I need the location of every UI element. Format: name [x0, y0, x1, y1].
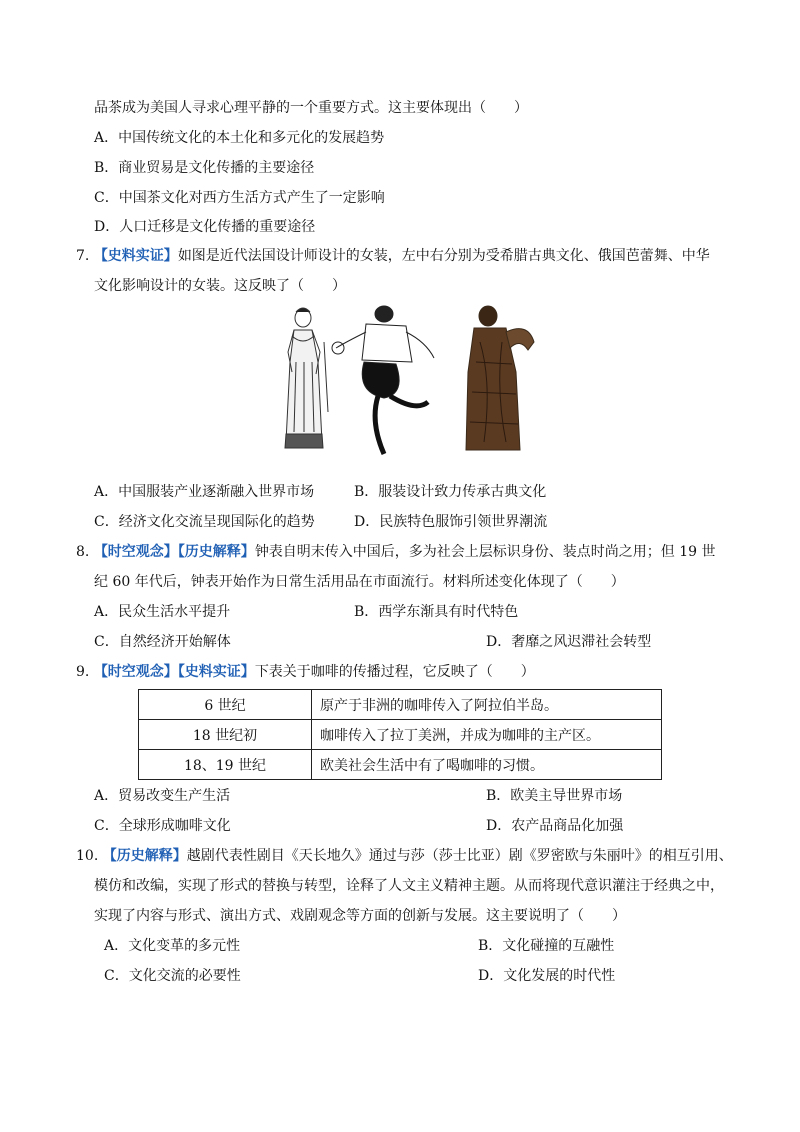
q8-option-a: A．民众生活水平提升 — [94, 604, 231, 620]
q8-option-c: C．自然经济开始解体 — [94, 634, 231, 650]
table-cell-event: 原产于非洲的咖啡传入了阿拉伯半岛。 — [312, 690, 662, 720]
q10-option-b: B．文化碰撞的互融性 — [478, 938, 615, 954]
q9-option-d: D．农产品商品化加强 — [486, 818, 624, 834]
fashion-drawings-image — [266, 302, 544, 460]
q8-stem-line2: 纪 60 年代后，钟表开始作为日常生活用品在市面流行。材料所述变化体现了（ ） — [94, 574, 625, 590]
q7-option-d: D．民族特色服饰引领世界潮流 — [354, 514, 548, 530]
q7-tag: 【史料实证】 — [93, 248, 178, 264]
coffee-spread-table — [138, 689, 662, 780]
table-cell-event: 欧美社会生活中有了喝咖啡的习惯。 — [312, 750, 662, 780]
q6-option-b: B．商业贸易是文化传播的主要途径 — [94, 160, 315, 176]
q8-stem1: 钟表自明末传入中国后，多为社会上层标识身份、装点时尚之用；但 19 世 — [254, 544, 716, 560]
q10-option-d: D．文化发展的时代性 — [478, 968, 616, 984]
q10-number: 10. — [76, 848, 99, 864]
q9-option-a: A．贸易改变生产生活 — [94, 788, 231, 804]
q7-stem-line1 — [76, 246, 710, 266]
ballet-style-dress-figure — [332, 306, 434, 454]
fashion-illustration — [266, 302, 544, 460]
q8-option-b: B．西学东渐具有时代特色 — [354, 604, 519, 620]
q7-stem1: 如图是近代法国设计师设计的女装，左中右分别为受希腊古典文化、俄国芭蕾舞、中华 — [177, 248, 710, 264]
q10-tag: 【历史解释】 — [102, 848, 187, 864]
q10-option-c: C．文化交流的必要性 — [104, 968, 241, 984]
table-cell-period: 6 世纪 — [139, 690, 312, 720]
table-row — [139, 720, 662, 750]
q8-tag-1: 【时空观念】 — [93, 544, 178, 560]
q7-option-b: B．服装设计致力传承古典文化 — [354, 484, 547, 500]
q6-stem: 品茶成为美国人寻求心理平静的一个重要方式。这主要体现出（ ） — [94, 100, 528, 116]
q7-number: 7. — [76, 248, 90, 264]
q9-number: 9. — [76, 664, 90, 680]
q9-tag-1: 【时空观念】 — [93, 664, 178, 680]
table-row — [139, 690, 662, 720]
table-cell-period: 18 世纪初 — [139, 720, 312, 750]
q7-stem-line2: 文化影响设计的女装。这反映了（ ） — [94, 278, 346, 294]
q8-stem-line1 — [76, 542, 716, 562]
q9-tag-2: 【史料实证】 — [177, 664, 255, 680]
q10-stem-line3: 实现了内容与形式、演出方式、戏剧观念等方面的创新与发展。这主要说明了（ ） — [94, 908, 626, 924]
q8-tag-2: 【历史解释】 — [177, 544, 255, 560]
q6-option-c: C．中国茶文化对西方生活方式产生了一定影响 — [94, 190, 385, 206]
q6-option-d: D．人口迁移是文化传播的重要途径 — [94, 219, 316, 235]
q7-option-a: A．中国服装产业逐渐融入世界市场 — [94, 484, 315, 500]
greek-style-dress-figure — [285, 308, 328, 448]
table-row — [139, 750, 662, 780]
q8-number: 8. — [76, 544, 90, 560]
chinese-style-dress-figure — [466, 306, 534, 450]
q10-stem1: 越剧代表性剧目《天长地久》通过与莎（莎士比亚）剧《罗密欧与朱丽叶》的相互引用、 — [186, 848, 733, 864]
q10-option-a: A．文化变革的多元性 — [104, 938, 241, 954]
q7-option-c: C．经济文化交流呈现国际化的趋势 — [94, 514, 315, 530]
q10-stem-line1 — [76, 846, 733, 866]
table-cell-event: 咖啡传入了拉丁美洲，并成为咖啡的主产区。 — [312, 720, 662, 750]
table-cell-period: 18、19 世纪 — [139, 750, 312, 780]
q6-option-a: A．中国传统文化的本土化和多元化的发展趋势 — [94, 130, 385, 146]
q9-stem: 下表关于咖啡的传播过程，它反映了（ ） — [254, 664, 535, 680]
q9-option-b: B．欧美主导世界市场 — [486, 788, 623, 804]
q10-stem-line2: 模仿和改编，实现了形式的替换与转型，诠释了人文主义精神主题。从而将现代意识灌注于经典之中， — [94, 878, 724, 894]
q9-option-c: C．全球形成咖啡文化 — [94, 818, 231, 834]
q8-option-d: D．奢靡之风迟滞社会转型 — [486, 634, 652, 650]
q9-stem-line — [76, 662, 535, 682]
